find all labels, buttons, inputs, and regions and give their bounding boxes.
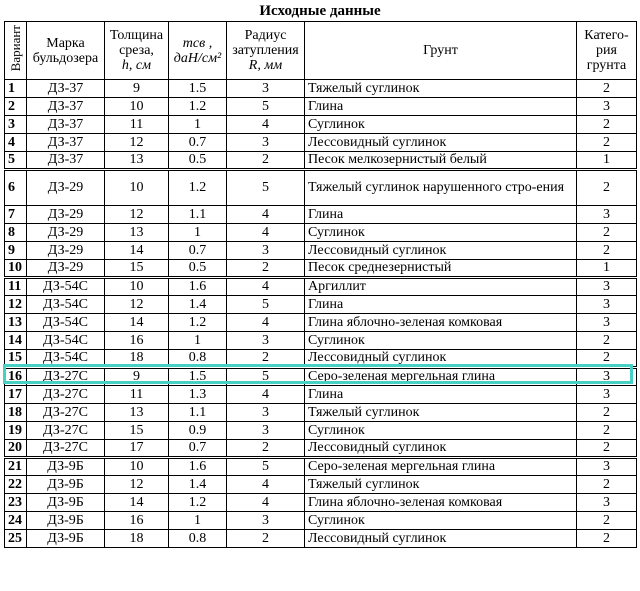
radius-cell: 2 — [227, 260, 305, 278]
radius-cell: 2 — [227, 440, 305, 458]
variant-cell: 20 — [5, 440, 27, 458]
table-row — [5, 422, 637, 440]
category-cell: 1 — [577, 152, 637, 170]
category-cell: 3 — [577, 314, 637, 332]
m-cell: 0.8 — [169, 350, 227, 368]
radius-cell: 4 — [227, 386, 305, 404]
soil-cell: Тяжелый суглинок — [305, 476, 577, 494]
m-cell: 0.5 — [169, 260, 227, 278]
m-cell: 1.4 — [169, 476, 227, 494]
soil-cell: Глина — [305, 206, 577, 224]
m-cell: 0.8 — [169, 530, 227, 548]
brand-cell: ДЗ-37 — [27, 80, 105, 98]
thickness-cell: 13 — [105, 152, 169, 170]
radius-cell: 4 — [227, 476, 305, 494]
table-row — [5, 512, 637, 530]
soil-cell: Лессовидный суглинок — [305, 134, 577, 152]
table-row — [5, 386, 637, 404]
variant-cell: 1 — [5, 80, 27, 98]
thickness-cell: 14 — [105, 242, 169, 260]
category-cell: 3 — [577, 278, 637, 296]
variant-cell: 5 — [5, 152, 27, 170]
brand-cell: ДЗ-54С — [27, 296, 105, 314]
category-cell: 3 — [577, 296, 637, 314]
brand-cell: ДЗ-27С — [27, 368, 105, 386]
brand-cell: ДЗ-9Б — [27, 476, 105, 494]
radius-cell: 4 — [227, 278, 305, 296]
radius-cell: 3 — [227, 80, 305, 98]
variant-cell: 15 — [5, 350, 27, 368]
radius-cell: 2 — [227, 152, 305, 170]
thickness-cell: 14 — [105, 314, 169, 332]
brand-cell: ДЗ-37 — [27, 116, 105, 134]
header-variant: Вариант — [5, 22, 27, 80]
table-row — [5, 98, 637, 116]
table-row — [5, 494, 637, 512]
soil-cell: Глина — [305, 296, 577, 314]
brand-cell: ДЗ-9Б — [27, 494, 105, 512]
thickness-cell: 12 — [105, 476, 169, 494]
radius-cell: 4 — [227, 494, 305, 512]
brand-cell: ДЗ-29 — [27, 224, 105, 242]
source-data-table — [4, 21, 637, 548]
variant-cell: 21 — [5, 458, 27, 476]
category-cell: 1 — [577, 260, 637, 278]
brand-cell: ДЗ-29 — [27, 260, 105, 278]
thickness-cell: 17 — [105, 440, 169, 458]
m-cell: 0.7 — [169, 440, 227, 458]
table-row — [5, 116, 637, 134]
header-radius: Радиус затупления R, мм — [227, 22, 305, 80]
category-cell: 2 — [577, 134, 637, 152]
radius-cell: 3 — [227, 422, 305, 440]
category-cell: 2 — [577, 512, 637, 530]
table-row — [5, 350, 637, 368]
m-cell: 1.5 — [169, 80, 227, 98]
m-cell: 0.5 — [169, 152, 227, 170]
table-row — [5, 530, 637, 548]
soil-cell: Тяжелый суглинок нарушенного стро-ения — [305, 170, 577, 206]
category-cell: 2 — [577, 440, 637, 458]
variant-cell: 11 — [5, 278, 27, 296]
variant-cell: 7 — [5, 206, 27, 224]
category-cell: 2 — [577, 530, 637, 548]
thickness-cell: 9 — [105, 368, 169, 386]
variant-cell: 16 — [5, 368, 27, 386]
thickness-cell: 16 — [105, 332, 169, 350]
soil-cell: Песок среднезернистый — [305, 260, 577, 278]
radius-cell: 5 — [227, 296, 305, 314]
brand-cell: ДЗ-9Б — [27, 530, 105, 548]
soil-cell: Тяжелый суглинок — [305, 404, 577, 422]
brand-cell: ДЗ-37 — [27, 98, 105, 116]
category-cell: 3 — [577, 494, 637, 512]
variant-cell: 9 — [5, 242, 27, 260]
table-row — [5, 152, 637, 170]
variant-cell: 18 — [5, 404, 27, 422]
table-row — [5, 332, 637, 350]
soil-cell: Суглинок — [305, 422, 577, 440]
category-cell: 2 — [577, 116, 637, 134]
thickness-cell: 10 — [105, 98, 169, 116]
header-brand: Марка бульдозера — [27, 22, 105, 80]
m-cell: 1.3 — [169, 386, 227, 404]
brand-cell: ДЗ-27С — [27, 404, 105, 422]
brand-cell: ДЗ-54С — [27, 314, 105, 332]
thickness-cell: 9 — [105, 80, 169, 98]
category-cell: 2 — [577, 170, 637, 206]
table-row — [5, 206, 637, 224]
m-cell: 1 — [169, 332, 227, 350]
category-cell: 3 — [577, 386, 637, 404]
radius-cell: 2 — [227, 350, 305, 368]
variant-cell: 8 — [5, 224, 27, 242]
soil-cell: Лессовидный суглинок — [305, 440, 577, 458]
thickness-cell: 18 — [105, 350, 169, 368]
radius-cell: 4 — [227, 224, 305, 242]
table-row — [5, 134, 637, 152]
radius-cell: 3 — [227, 512, 305, 530]
category-cell: 2 — [577, 476, 637, 494]
thickness-cell: 12 — [105, 134, 169, 152]
brand-cell: ДЗ-54С — [27, 350, 105, 368]
thickness-cell: 10 — [105, 170, 169, 206]
variant-cell: 23 — [5, 494, 27, 512]
variant-cell: 2 — [5, 98, 27, 116]
category-cell: 3 — [577, 206, 637, 224]
soil-cell: Суглинок — [305, 332, 577, 350]
variant-cell: 14 — [5, 332, 27, 350]
brand-cell: ДЗ-37 — [27, 134, 105, 152]
table-row — [5, 440, 637, 458]
category-cell: 2 — [577, 224, 637, 242]
category-cell: 2 — [577, 242, 637, 260]
soil-cell: Суглинок — [305, 224, 577, 242]
m-cell: 0.9 — [169, 422, 227, 440]
m-cell: 1.2 — [169, 98, 227, 116]
thickness-cell: 15 — [105, 260, 169, 278]
thickness-cell: 11 — [105, 386, 169, 404]
thickness-cell: 13 — [105, 404, 169, 422]
m-cell: 1 — [169, 224, 227, 242]
table-row — [5, 314, 637, 332]
soil-cell: Лессовидный суглинок — [305, 530, 577, 548]
variant-cell: 13 — [5, 314, 27, 332]
variant-cell: 4 — [5, 134, 27, 152]
brand-cell: ДЗ-29 — [27, 206, 105, 224]
brand-cell: ДЗ-9Б — [27, 512, 105, 530]
brand-cell: ДЗ-27С — [27, 440, 105, 458]
table-row — [5, 260, 637, 278]
thickness-cell: 10 — [105, 458, 169, 476]
m-cell: 1.6 — [169, 458, 227, 476]
thickness-cell: 15 — [105, 422, 169, 440]
thickness-cell: 18 — [105, 530, 169, 548]
brand-cell: ДЗ-37 — [27, 152, 105, 170]
header-soil: Грунт — [305, 22, 577, 80]
radius-cell: 4 — [227, 314, 305, 332]
thickness-cell: 12 — [105, 206, 169, 224]
soil-cell: Лессовидный суглинок — [305, 242, 577, 260]
m-cell: 1.6 — [169, 278, 227, 296]
table-row — [5, 476, 637, 494]
soil-cell: Песок мелкозернистый белый — [305, 152, 577, 170]
radius-cell: 5 — [227, 170, 305, 206]
category-cell: 3 — [577, 368, 637, 386]
table-row — [5, 296, 637, 314]
table-row — [5, 242, 637, 260]
table-row — [5, 458, 637, 476]
header-row — [5, 22, 637, 80]
soil-cell: Глина — [305, 98, 577, 116]
m-cell: 1.2 — [169, 494, 227, 512]
m-cell: 1.2 — [169, 314, 227, 332]
brand-cell: ДЗ-9Б — [27, 458, 105, 476]
soil-cell: Тяжелый суглинок — [305, 80, 577, 98]
thickness-cell: 11 — [105, 116, 169, 134]
radius-cell: 3 — [227, 134, 305, 152]
thickness-cell: 16 — [105, 512, 169, 530]
soil-cell: Глина — [305, 386, 577, 404]
category-cell: 2 — [577, 80, 637, 98]
variant-cell: 22 — [5, 476, 27, 494]
variant-cell: 19 — [5, 422, 27, 440]
soil-cell: Суглинок — [305, 512, 577, 530]
variant-cell: 3 — [5, 116, 27, 134]
radius-cell: 4 — [227, 206, 305, 224]
variant-cell: 24 — [5, 512, 27, 530]
soil-cell: Серо-зеленая мергельная глина — [305, 458, 577, 476]
variant-cell: 25 — [5, 530, 27, 548]
thickness-cell: 13 — [105, 224, 169, 242]
header-thickness: Толщина среза, h, см — [105, 22, 169, 80]
table-row — [5, 224, 637, 242]
m-cell: 1 — [169, 512, 227, 530]
category-cell: 2 — [577, 404, 637, 422]
m-cell: 1.5 — [169, 368, 227, 386]
thickness-cell: 12 — [105, 296, 169, 314]
category-cell: 3 — [577, 458, 637, 476]
brand-cell: ДЗ-29 — [27, 242, 105, 260]
soil-cell: Глина яблочно-зеленая комковая — [305, 494, 577, 512]
m-cell: 1.1 — [169, 206, 227, 224]
table-row — [5, 80, 637, 98]
radius-cell: 4 — [227, 116, 305, 134]
soil-cell: Суглинок — [305, 116, 577, 134]
m-cell: 0.7 — [169, 242, 227, 260]
radius-cell: 3 — [227, 332, 305, 350]
category-cell: 2 — [577, 422, 637, 440]
m-cell: 1.1 — [169, 404, 227, 422]
thickness-cell: 10 — [105, 278, 169, 296]
header-m: mсв , даН/см² — [169, 22, 227, 80]
variant-cell: 6 — [5, 170, 27, 206]
variant-cell: 17 — [5, 386, 27, 404]
category-cell: 3 — [577, 98, 637, 116]
m-cell: 1.2 — [169, 170, 227, 206]
brand-cell: ДЗ-27С — [27, 422, 105, 440]
radius-cell: 5 — [227, 98, 305, 116]
header-category: Катего-рия грунта — [577, 22, 637, 80]
brand-cell: ДЗ-27С — [27, 386, 105, 404]
m-cell: 1.4 — [169, 296, 227, 314]
radius-cell: 5 — [227, 368, 305, 386]
variant-cell: 12 — [5, 296, 27, 314]
brand-cell: ДЗ-54С — [27, 278, 105, 296]
category-cell: 2 — [577, 332, 637, 350]
radius-cell: 3 — [227, 242, 305, 260]
m-cell: 0.7 — [169, 134, 227, 152]
radius-cell: 3 — [227, 404, 305, 422]
brand-cell: ДЗ-54С — [27, 332, 105, 350]
table-row — [5, 404, 637, 422]
m-cell: 1 — [169, 116, 227, 134]
page-title: Исходные данные — [259, 3, 381, 19]
radius-cell: 5 — [227, 458, 305, 476]
soil-cell: Лессовидный суглинок — [305, 350, 577, 368]
soil-cell: Серо-зеленая мергельная глина — [305, 368, 577, 386]
radius-cell: 2 — [227, 530, 305, 548]
thickness-cell: 14 — [105, 494, 169, 512]
soil-cell: Глина яблочно-зеленая комковая — [305, 314, 577, 332]
table-row — [5, 368, 637, 386]
variant-cell: 10 — [5, 260, 27, 278]
table-row — [5, 278, 637, 296]
brand-cell: ДЗ-29 — [27, 170, 105, 206]
table-row — [5, 170, 637, 206]
soil-cell: Аргиллит — [305, 278, 577, 296]
category-cell: 2 — [577, 350, 637, 368]
